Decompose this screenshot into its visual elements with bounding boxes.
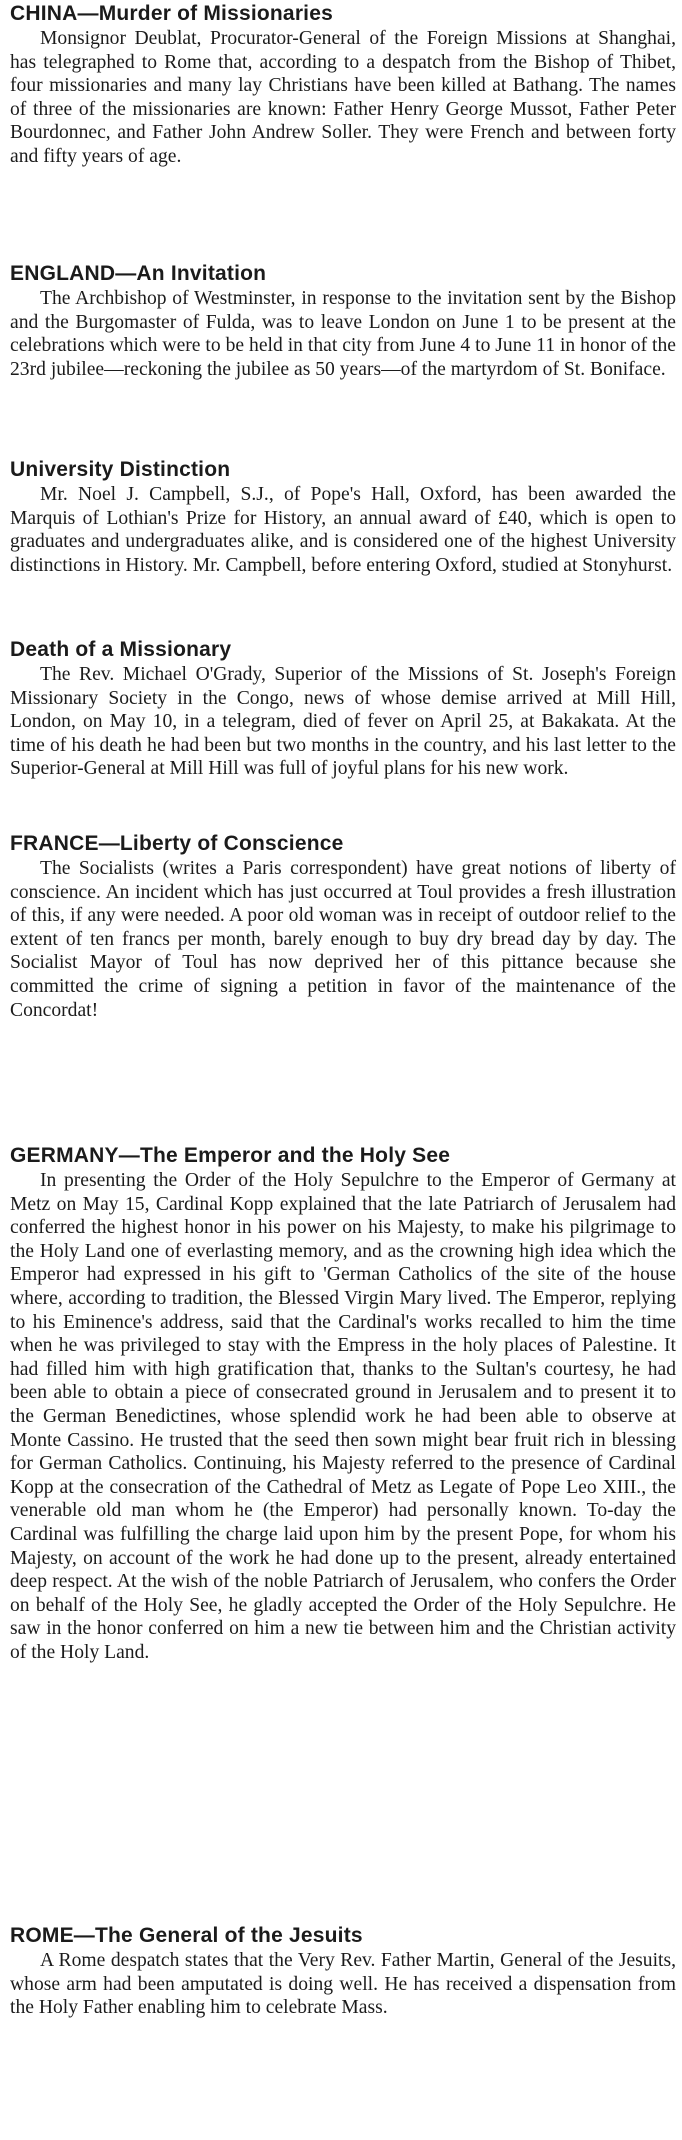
- article-body: The Rev. Michael O'Grady, Superior of the Missions of St. Joseph's Foreign Missionary Society in the Congo, news of whose demise arrived at Mill Hill, London, on May 10, in a telegram, died of fever on April 25, at Bakakata. At the time of his death he had been but two months in the country, and his last letter to the Superior-General at Mill Hill was full of joyful plans for his new work.: [10, 664, 676, 780]
- newspaper-column: [10, 0, 676, 2118]
- article-death-of-missionary: [10, 636, 676, 830]
- article-headline: ROME—The General of the Jesuits: [10, 1924, 363, 1947]
- article-body: In presenting the Order of the Holy Sepulchre to the Emperor of Germany at Metz on May 15, Cardinal Kopp explained that the late Patriarch of Jerusalem had conferred the highest honor in his power on his Majesty, to make his pilgrimage to the Holy Land one of everlasting memory, and as the crowning high idea which the Emperor had expressed in his gift to 'German Catholics of the site of the house where, according to tradition, the Blessed Virgin Mary lived. The Emperor, replying to his Eminence's address, said that the Cardinal's works recalled to him the time when he was privileged to stay with the Empress in the holy places of Palestine. It had filled him with high gratification that, thanks to the Sultan's courtesy, he had been able to obtain a piece of consecrated ground in Jerusalem and to present it to the German Benedictines, whose splendid work he had been able to observe at Monte Cassino. He trusted that the seed then sown might bear fruit rich in blessing for German Catholics. Continuing, his Majesty referred to the presence of Cardinal Kopp at the consecration of the Cathedral of Metz as Legate of Pope Leo XIII., the venerable old man whom he (the Emperor) had personally known. To-day the Cardinal was fulfilling the charge laid upon him by the present Pope, for whom his Majesty, on account of the work he had done up to the present, already entertained deep respect. At the wish of the noble Patriarch of Jerusalem, who confers the Order on behalf of the Holy See, he gladly accepted the Order of the Holy Sepulchre. He saw in the honor conferred on him a new tie between him and the Christian activity of the Holy Land.: [10, 1170, 676, 1663]
- article-headline: ENGLAND—An Invitation: [10, 262, 267, 285]
- article-body: The Archbishop of Westminster, in response to the invitation sent by the Bishop and the Burgomaster of Fulda, was to leave London on June 1 to be present at the celebrations which were to be held in that city from June 4 to June 11 in honor of the 23rd jubilee—reckoning the jubilee as 50 years—of the martyrdom of St. Boniface.: [10, 288, 676, 380]
- article-headline: CHINA—Murder of Missionaries: [10, 2, 333, 25]
- article-england: [10, 260, 676, 456]
- article-headline: GERMANY—The Emperor and the Holy See: [10, 1144, 451, 1167]
- article-headline: FRANCE—Liberty of Conscience: [10, 832, 344, 855]
- article-body: A Rome despatch states that the Very Rev. Father Martin, General of the Jesuits, whose arm had been amputated is doing well. He has received a dispensation from the Holy Father enabling him to celebrate Mass.: [10, 1950, 676, 2019]
- article-france: [10, 830, 676, 1142]
- article-rome: [10, 1922, 676, 2118]
- article-headline: University Distinction: [10, 458, 231, 481]
- article-germany: [10, 1142, 676, 1922]
- article-china: [10, 0, 676, 260]
- article-body: The Socialists (writes a Paris correspondent) have great notions of liberty of conscience. An incident which has just occurred at Toul provides a fresh illustration of this, if any were needed. A poor old woman was in receipt of outdoor relief to the extent of ten francs per month, barely enough to buy dry bread day by day. The Socialist Mayor of Toul has now deprived her of this pittance because she committed the crime of signing a petition in favor of the maintenance of the Concordat!: [10, 858, 676, 1021]
- article-body: Mr. Noel J. Campbell, S.J., of Pope's Hall, Oxford, has been awarded the Marquis of Lothian's Prize for History, an annual award of £40, which is open to graduates and undergraduates alike, and is considered one of the highest University distinctions in History. Mr. Campbell, before entering Oxford, studied at Stonyhurst.: [10, 484, 676, 576]
- article-headline: Death of a Missionary: [10, 638, 232, 661]
- article-university-distinction: [10, 456, 676, 636]
- article-body: Monsignor Deublat, Procurator-General of the Foreign Missions at Shanghai, has telegraphed to Rome that, according to a despatch from the Bishop of Thibet, four missionaries and many lay Christians have been killed at Bathang. The names of three of the missionaries are known: Father Henry George Mussot, Father Peter Bourdonnec, and Father John Andrew Soller. They were French and between forty and fifty years of age.: [10, 28, 676, 167]
